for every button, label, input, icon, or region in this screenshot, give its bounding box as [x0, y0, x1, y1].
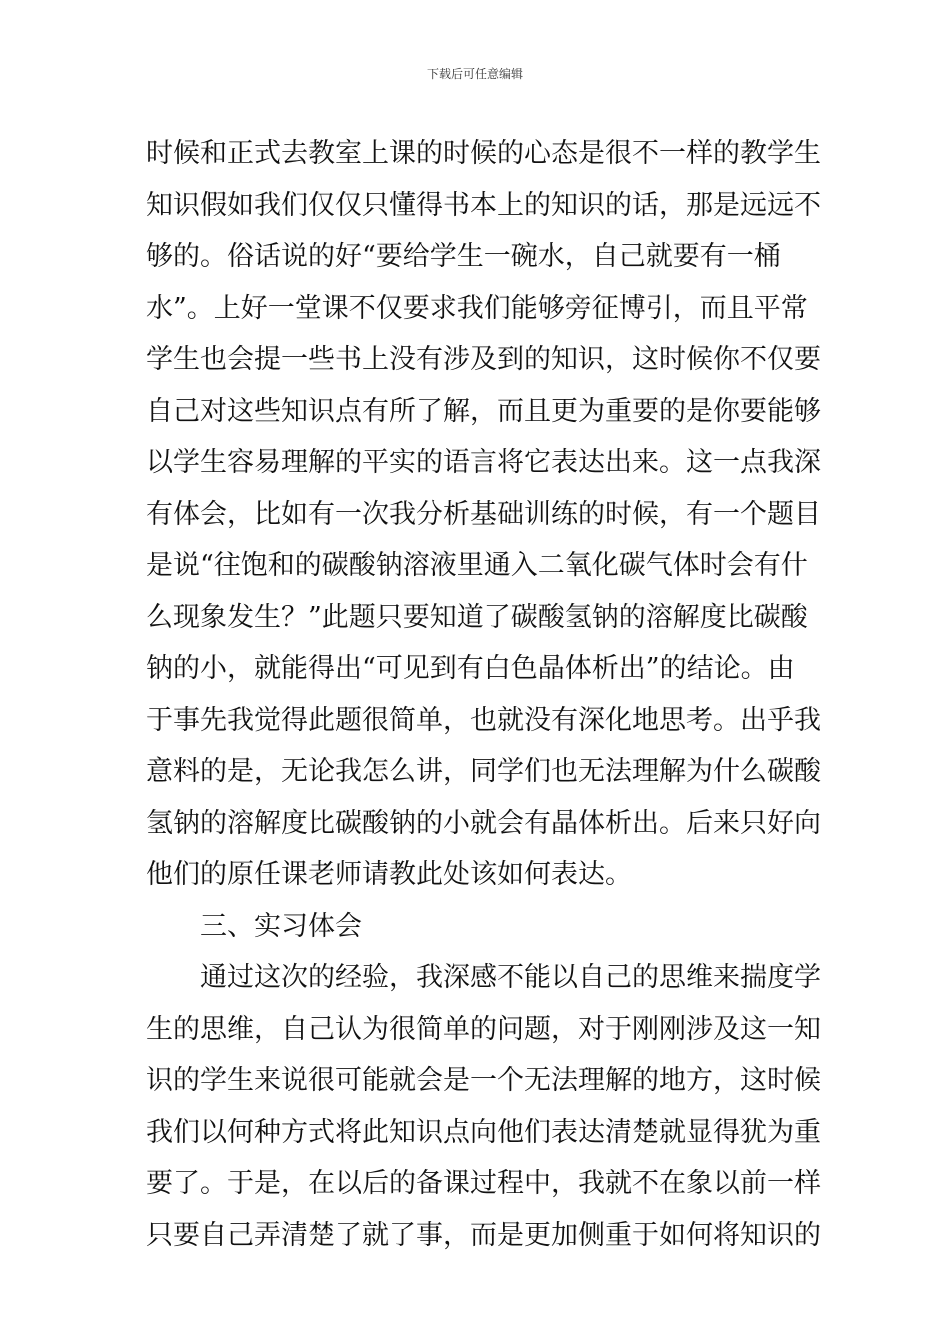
text-line: 我们以何种方式将此知识点向他们表达清楚就显得犹为重	[146, 1116, 821, 1148]
text-line: 意料的是，无论我怎么讲，同学们也无法理解为什么碳酸	[146, 756, 821, 787]
text-line: 有体会，比如有一次我分析基础训练的时候，有一个题目	[146, 498, 821, 530]
text-line: 识的学生来说很可能就会是一个无法理解的地方，这时候	[146, 1065, 821, 1096]
text-line: 自己对这些知识点有所了解，而且更为重要的是你要能够	[146, 395, 821, 427]
text-line: 学生也会提一些书上没有涉及到的知识，这时候你不仅要	[146, 344, 821, 375]
text-line: 只要自己弄清楚了就了事，而是更加侧重于如何将知识的	[146, 1219, 821, 1251]
page-header: 下载后可任意编辑	[426, 67, 523, 81]
text-line: 水”。上好一堂课不仅要求我们能够旁征博引，而且平常	[146, 292, 808, 324]
text-line: 以学生容易理解的平实的语言将它表达出来。这一点我深	[146, 447, 821, 478]
text-line: 生的思维，自己认为很简单的问题，对于刚刚涉及这一知	[146, 1013, 821, 1045]
body-text	[146, 128, 821, 1261]
text-line: 通过这次的经验，我深感不能以自己的思维来揣度学	[200, 962, 821, 993]
text-line: 么现象发生？”此题只要知道了碳酸氢钠的溶解度比碳酸	[146, 601, 808, 633]
text-line: 钠的小，就能得出“可见到有白色晶体析出”的结论。由	[146, 653, 795, 684]
text-line: 他们的原任课老师请教此处该如何表达。	[146, 859, 632, 890]
text-line: 要了。于是，在以后的备课过程中，我就不在象以前一样	[146, 1168, 821, 1199]
text-line: 于事先我觉得此题很简单，也就没有深化地思考。出乎我	[146, 704, 821, 736]
section-heading: 三、实习体会	[200, 910, 362, 942]
text-line: 时候和正式去教室上课的时候的心态是很不一样的教学生	[146, 138, 821, 169]
text-line: 够的。俗话说的好“要给学生一碗水，自己就要有一桶	[146, 241, 781, 272]
text-line: 知识假如我们仅仅只懂得书本上的知识的话，那是远远不	[146, 189, 821, 221]
text-line: 是说“往饱和的碳酸钠溶液里通入二氧化碳气体时会有什	[146, 550, 808, 581]
text-line: 氢钠的溶解度比碳酸钠的小就会有晶体析出。后来只好向	[146, 807, 821, 839]
